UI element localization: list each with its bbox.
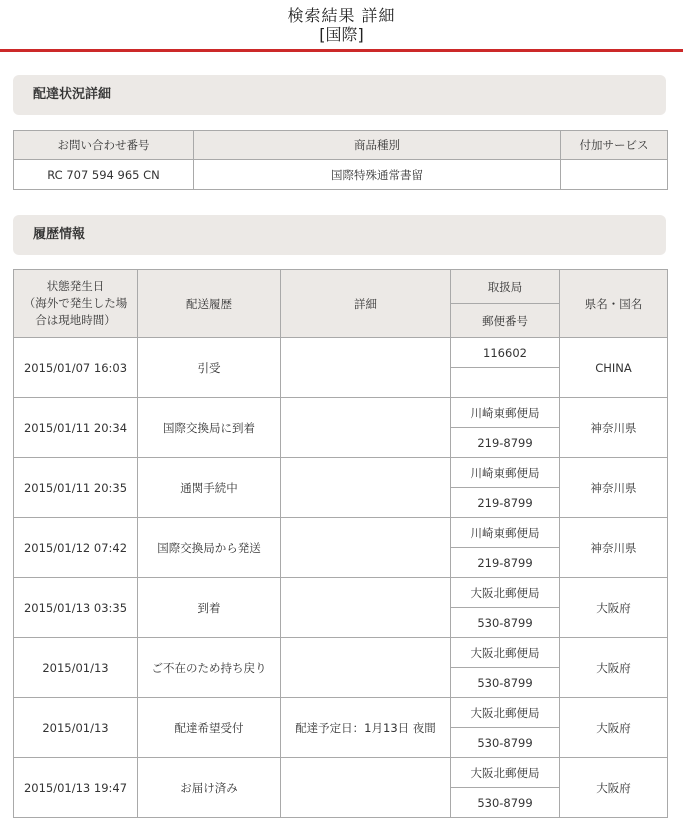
page-title: 検索結果 詳細 (287, 6, 396, 25)
column-header-datetime (14, 270, 138, 338)
history-header-row (14, 270, 668, 304)
column-header-tracking-number: お問い合わせ番号 (14, 131, 194, 160)
delivery-status-section-header: 配達状況詳細 (13, 75, 666, 115)
history-datetime: 2015/01/13 (14, 698, 138, 758)
history-row (14, 338, 668, 368)
history-detail (281, 638, 451, 698)
history-detail (281, 518, 451, 578)
summary-header-row (14, 131, 668, 160)
history-prefecture: 大阪府 (560, 638, 668, 698)
history-office: 川崎東郵便局 (451, 458, 560, 488)
column-header-datetime-line1: 状態発生日 (46, 279, 105, 293)
history-prefecture: 大阪府 (560, 758, 668, 818)
history-prefecture: 神奈川県 (560, 398, 668, 458)
page-header (0, 0, 683, 52)
history-office: 大阪北郵便局 (451, 638, 560, 668)
history-detail (281, 458, 451, 518)
history-prefecture: 大阪府 (560, 578, 668, 638)
column-header-prefecture: 県名・国名 (560, 270, 668, 338)
history-datetime: 2015/01/13 (14, 638, 138, 698)
tracking-history-table (13, 269, 668, 818)
history-postal-code: 530-8799 (451, 788, 560, 818)
history-postal-code: 219-8799 (451, 488, 560, 518)
history-office: 116602 (451, 338, 560, 368)
history-status: 通関手続中 (138, 458, 281, 518)
history-office: 川崎東郵便局 (451, 518, 560, 548)
column-header-datetime-line2: （海外で発生した場 (23, 296, 128, 310)
tracking-number: RC 707 594 965 CN (14, 160, 194, 190)
history-datetime: 2015/01/12 07:42 (14, 518, 138, 578)
column-header-product-type: 商品種別 (194, 131, 561, 160)
history-row (14, 578, 668, 608)
history-detail: 配達予定日：1月13日 夜間 (281, 698, 451, 758)
history-row (14, 518, 668, 548)
history-postal-code: 530-8799 (451, 728, 560, 758)
history-office: 大阪北郵便局 (451, 578, 560, 608)
history-status: 国際交換局に到着 (138, 398, 281, 458)
history-detail (281, 578, 451, 638)
column-header-postal-code: 郵便番号 (451, 304, 560, 338)
column-header-status: 配送履歴 (138, 270, 281, 338)
history-detail (281, 758, 451, 818)
history-office: 大阪北郵便局 (451, 698, 560, 728)
history-section-header: 履歴情報 (13, 215, 666, 255)
history-prefecture: 大阪府 (560, 698, 668, 758)
history-office: 大阪北郵便局 (451, 758, 560, 788)
history-postal-code: 530-8799 (451, 608, 560, 638)
history-row (14, 638, 668, 668)
history-row (14, 758, 668, 788)
summary-row (14, 160, 668, 190)
history-postal-code (451, 368, 560, 398)
history-datetime: 2015/01/11 20:34 (14, 398, 138, 458)
history-row (14, 458, 668, 488)
history-status: お届け済み (138, 758, 281, 818)
history-datetime: 2015/01/13 19:47 (14, 758, 138, 818)
column-header-additional-service: 付加サービス (561, 131, 668, 160)
history-prefecture: 神奈川県 (560, 458, 668, 518)
delivery-summary-table (13, 130, 668, 190)
product-type: 国際特殊通常書留 (194, 160, 561, 190)
history-detail (281, 338, 451, 398)
history-status: 引受 (138, 338, 281, 398)
history-postal-code: 219-8799 (451, 428, 560, 458)
history-postal-code: 530-8799 (451, 668, 560, 698)
page-subtitle: [国際] (319, 25, 364, 44)
history-datetime: 2015/01/11 20:35 (14, 458, 138, 518)
column-header-office: 取扱局 (451, 270, 560, 304)
history-body (14, 338, 668, 818)
history-detail (281, 398, 451, 458)
history-row (14, 698, 668, 728)
history-row (14, 398, 668, 428)
history-datetime: 2015/01/07 16:03 (14, 338, 138, 398)
history-prefecture: CHINA (560, 338, 668, 398)
history-status: 国際交換局から発送 (138, 518, 281, 578)
column-header-detail: 詳細 (281, 270, 451, 338)
history-status: 到着 (138, 578, 281, 638)
history-status: ご不在のため持ち戻り (138, 638, 281, 698)
history-prefecture: 神奈川県 (560, 518, 668, 578)
history-datetime: 2015/01/13 03:35 (14, 578, 138, 638)
history-office: 川崎東郵便局 (451, 398, 560, 428)
history-postal-code: 219-8799 (451, 548, 560, 578)
column-header-datetime-line3: 合は現地時間） (35, 313, 116, 327)
additional-service (561, 160, 668, 190)
history-status: 配達希望受付 (138, 698, 281, 758)
